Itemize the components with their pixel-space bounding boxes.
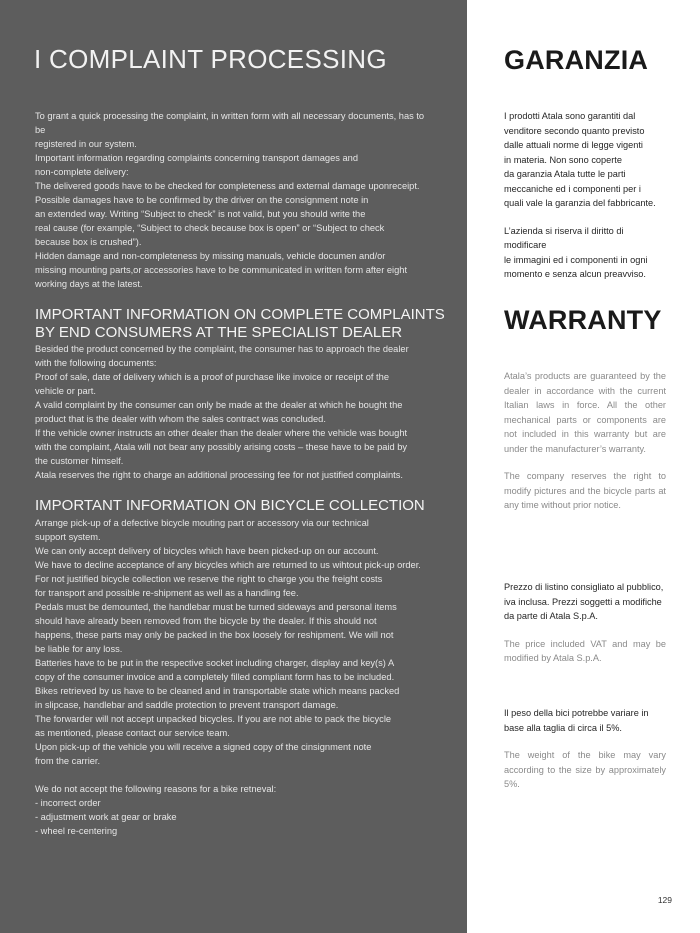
reason-item: - wheel re-centering: [35, 826, 118, 836]
text-line: Upon pick-up of the vehicle you will receive a signed copy of the cinsignment note: [35, 742, 372, 752]
text-line: Possible damages have to be confirmed by the driver on the consignment note in: [35, 195, 369, 205]
text-line: from the carrier.: [35, 756, 101, 766]
text-line: dalle attuali norme di legge vigenti: [504, 140, 643, 150]
page-title: I COMPLAINT PROCESSING: [34, 44, 387, 74]
text-line: Hidden damage and non-completeness by missing manuals, vehicle documen and/or: [35, 251, 386, 261]
price-note: [504, 580, 666, 666]
text-line: support system.: [35, 532, 101, 542]
intro-text: [35, 109, 435, 151]
text-line: da garanzia Atala tutte le parti: [504, 169, 626, 179]
reason-item: - adjustment work at gear or brake: [35, 812, 177, 822]
text-line: I prodotti Atala sono garantiti dal: [504, 111, 636, 121]
text-line: To grant a quick processing the complaint, in written form with all necessary documents, has to be: [35, 111, 425, 135]
reasons-intro: We do not accept the following reasons for a bike retneval:: [35, 784, 277, 794]
warranty-text: [504, 369, 666, 513]
text-line: base alla taglia di circa il 5%.: [504, 722, 622, 733]
text-line: Pedals must be demounted, the handlebar must be turned sideways and personal items: [35, 602, 397, 612]
text-line: happens, these parts may only be packed in the box loosely for reshipment. We will not: [35, 630, 394, 640]
complete-complaints-title: [35, 306, 455, 342]
page-number: 129: [657, 895, 672, 905]
text-line: The delivered goods have to be checked for completeness and external damage uponreceipt.: [35, 181, 420, 191]
text-line: We can only accept delivery of bicycles which have been picked-up on our account.: [35, 546, 379, 556]
text-line: registered in our system.: [35, 139, 137, 149]
text-line: with the following documents:: [35, 358, 157, 368]
text-line: product that is the dealer with whom the sales contract was concluded.: [35, 414, 326, 424]
text-line: meccaniche ed i componenti per i: [504, 183, 641, 194]
text-line: real cause (for example, “Subject to check because box is open” or “Subject to check: [35, 223, 385, 233]
text-line: in slipcase, handlebar and saddle protection to prevent transport damage.: [35, 700, 339, 710]
reason-item: - incorrect order: [35, 798, 101, 808]
text-line: non-complete delivery:: [35, 167, 129, 177]
text-line: Bikes retrieved by us have to be cleaned and in transportable state which means packed: [35, 686, 400, 696]
text-line: venditore secondo quanto previsto: [504, 125, 645, 136]
text-line: missing mounting parts,or accessories have to be communicated in written form after eight: [35, 265, 408, 275]
text-line: should have already been removed from the bicycle by the dealer. If this should not: [35, 616, 377, 626]
garanzia-text: [504, 109, 666, 282]
text-line: A valid complaint by the consumer can only be made at the dealer at which he bought the: [35, 400, 403, 410]
text-line: Arrange pick-up of a defective bicycle mouting part or accessory via our technical: [35, 518, 369, 528]
warranty-paragraph: The company reserves the right to modify pictures and the bicycle parts at any time without prior notice.: [504, 471, 666, 510]
warranty-paragraph: Atala’s products are guaranteed by the dealer in accordance with the current Italian laws in force. All the other mechanical parts or components are not included in this warranty but are under the manufacturer’s warranty.: [504, 371, 666, 454]
text-line: vehicle or part.: [35, 386, 96, 396]
text-line: Important information regarding complaints concerning transport damages and: [35, 153, 358, 163]
text-line: Il peso della bici potrebbe variare in: [504, 708, 649, 718]
text-line: for transport and possible re-shipment as well as a handling fee.: [35, 588, 299, 598]
price-note-en: The price included VAT and may be modified by Atala S.p.A.: [504, 638, 666, 663]
text-line: be liable for any loss.: [35, 644, 123, 654]
bicycle-collection-text: [35, 516, 435, 838]
text-line: with the complaint, Atala will not bear any possibly arising costs – these have to be paid by: [35, 442, 408, 452]
warranty-title: WARRANTY: [504, 305, 662, 335]
text-line: Proof of sale, date of delivery which is a proof of purchase like invoice or receipt of the: [35, 372, 389, 382]
text-line: We have to decline acceptance of any bicycles which are returned to us wihtout pick-up order.: [35, 560, 421, 570]
text-line: as mentioned, please contact our service team.: [35, 728, 230, 738]
text-line: Atala reserves the right to charge an additional processing fee for not justified complaints.: [35, 470, 403, 480]
text-line: le immagini ed i componenti in ogni: [504, 254, 648, 265]
weight-note: [504, 706, 666, 792]
text-line: momento e senza alcun preavviso.: [504, 269, 646, 279]
weight-note-en: The weight of the bike may vary according to the size by approximately 5%.: [504, 750, 666, 789]
text-line: copy of the consumer invoice and a completely filled compliant form has to be included.: [35, 672, 395, 682]
text-line: da parte di Atala S.p.A.: [504, 611, 598, 621]
complete-complaints-text: [35, 342, 435, 482]
bicycle-collection-title: IMPORTANT INFORMATION ON BICYCLE COLLECTION: [35, 497, 425, 514]
text-line: L’azienda si riserva il diritto di modificare: [504, 225, 624, 250]
transport-info: [35, 151, 435, 291]
text-line: working days at the latest.: [35, 279, 143, 289]
text-line: If the vehicle owner instructs an other dealer than the dealer where the vehicle was bought: [35, 428, 408, 438]
text-line: Batteries have to be put in the respective socket including charger, display and key(s) A: [35, 658, 395, 668]
text-line: iva inclusa. Prezzi soggetti a modifiche: [504, 596, 662, 607]
text-line: the customer himself.: [35, 456, 124, 466]
text-line: because box is crushed”).: [35, 237, 142, 247]
text-line: For not justified bicycle collection we reserve the right to charge you the freight costs: [35, 574, 383, 584]
title-line: BY END CONSUMERS AT THE SPECIALIST DEALER: [35, 324, 403, 341]
text-line: Besided the product concerned by the complaint, the consumer has to approach the dealer: [35, 344, 409, 354]
text-line: Prezzo di listino consigliato al pubblico,: [504, 582, 664, 592]
title-line: IMPORTANT INFORMATION ON COMPLETE COMPLAINTS: [35, 306, 445, 323]
right-panel: [467, 0, 700, 933]
text-line: quali vale la garanzia del fabbricante.: [504, 198, 656, 208]
garanzia-title: GARANZIA: [504, 45, 649, 75]
text-line: in materia. Non sono coperte: [504, 154, 622, 165]
text-line: The forwarder will not accept unpacked bicycles. If you are not able to pack the bicycle: [35, 714, 392, 724]
text-line: an extended way. Writing “Subject to check” is not valid, but you should write the: [35, 209, 366, 219]
